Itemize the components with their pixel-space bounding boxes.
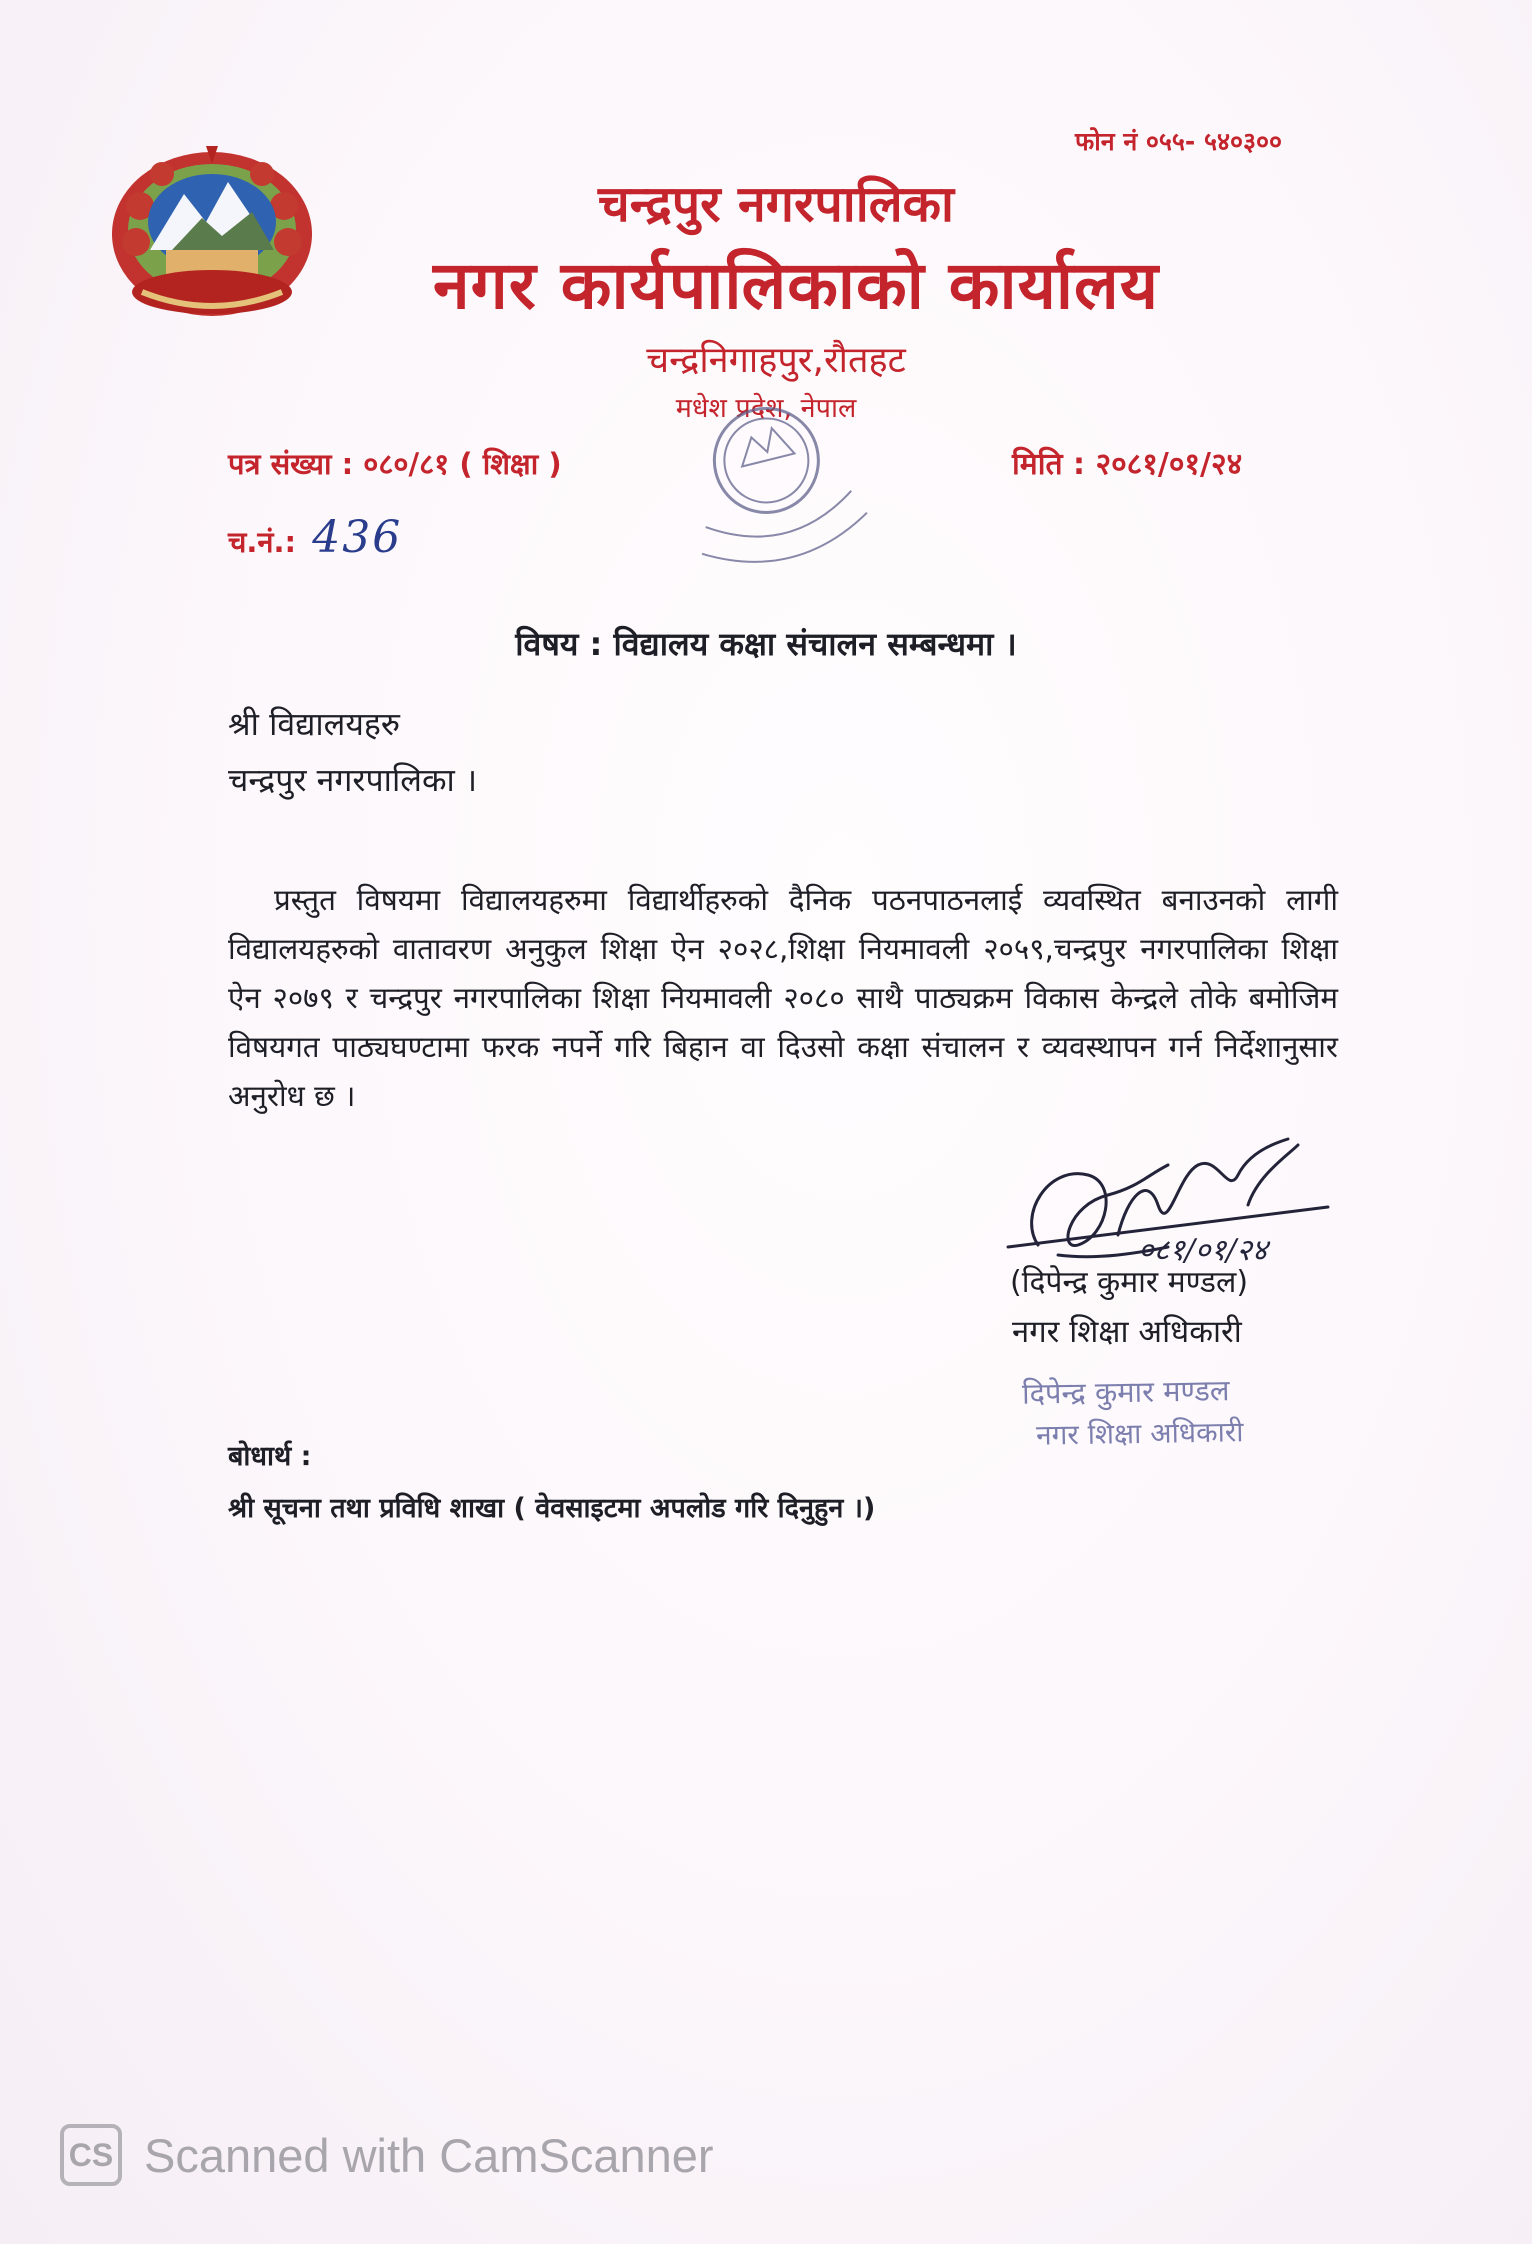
name-stamp: दिपेन्द्र कुमार मण्डल xyxy=(1021,1373,1230,1411)
signatory-name: (दिपेन्द्र कुमार मण्डल) xyxy=(1010,1265,1249,1300)
dispatch-number-handwritten: 436 xyxy=(312,512,403,563)
letter-reference-number: पत्र संख्या : ०८०/८१ ( शिक्षा ) xyxy=(228,447,562,481)
title-stamp: नगर शिक्षा अधिकारी xyxy=(1035,1415,1244,1452)
address-line-2: मधेश प्रदेश, नेपाल xyxy=(675,393,857,424)
address-line-1: चन्द्रनिगाहपुर,रौतहट xyxy=(646,340,906,381)
camscanner-watermark xyxy=(60,2124,714,2186)
camscanner-text: Scanned with CamScanner xyxy=(144,2128,714,2182)
letter-date: मिति : २०८१/०१/२४ xyxy=(1012,447,1243,482)
letter-subject: विषय : विद्यालय कक्षा संचालन सम्बन्धमा । xyxy=(515,625,1017,663)
dispatch-label: च.नं.: xyxy=(228,525,297,559)
office-seal-stamp xyxy=(655,360,885,590)
phone-number: फोन नं ०५५- ५४०३०० xyxy=(1075,127,1282,156)
municipality-name: चन्द्रपुर नगरपालिका xyxy=(598,175,954,233)
cc-label: बोधार्थ : xyxy=(228,1441,312,1472)
recipient-line-1: श्री विद्यालयहरु xyxy=(228,705,401,743)
signatory-title: नगर शिक्षा अधिकारी xyxy=(1012,1314,1242,1350)
office-name: नगर कार्यपालिकाको कार्यालय xyxy=(433,247,1159,324)
cc-recipient: श्री सूचना तथा प्रविधि शाखा ( वेवसाइटमा अपलोड गरि दिनुहुन ।) xyxy=(228,1493,876,1524)
camscanner-logo-icon: CS xyxy=(60,2124,122,2186)
signature-date: ०८१/०१/२४ xyxy=(1138,1233,1268,1268)
dispatch-number xyxy=(228,512,402,563)
recipient-line-2: चन्द्रपुर नगरपालिका । xyxy=(228,761,478,799)
handwritten-signature xyxy=(998,1135,1338,1275)
letter-body: प्रस्तुत विषयमा विद्यालयहरुमा विद्यार्थीहरुको दैनिक पठनपाठनलाई व्यवस्थित बनाउनको लागी विद्यालयहरुको वातावरण अनुकुल शिक्षा ऐन २०२८,शिक्षा नियमावली २०५९,चन्द्रपुर नगरपालिका शिक्षा ऐन २०७९ र चन्द्रपुर नगरपालिका शिक्षा नियमावली २०८० साथै पाठ्यक्रम विकास केन्द्रले तोके बमोजिम विषयगत पाठ्यघण्टामा फरक नपर्ने गरि बिहान वा दिउसो कक्षा संचालन र व्यवस्थापन गर्न निर्देशानुसार अनुरोध छ । xyxy=(228,883,1338,1113)
